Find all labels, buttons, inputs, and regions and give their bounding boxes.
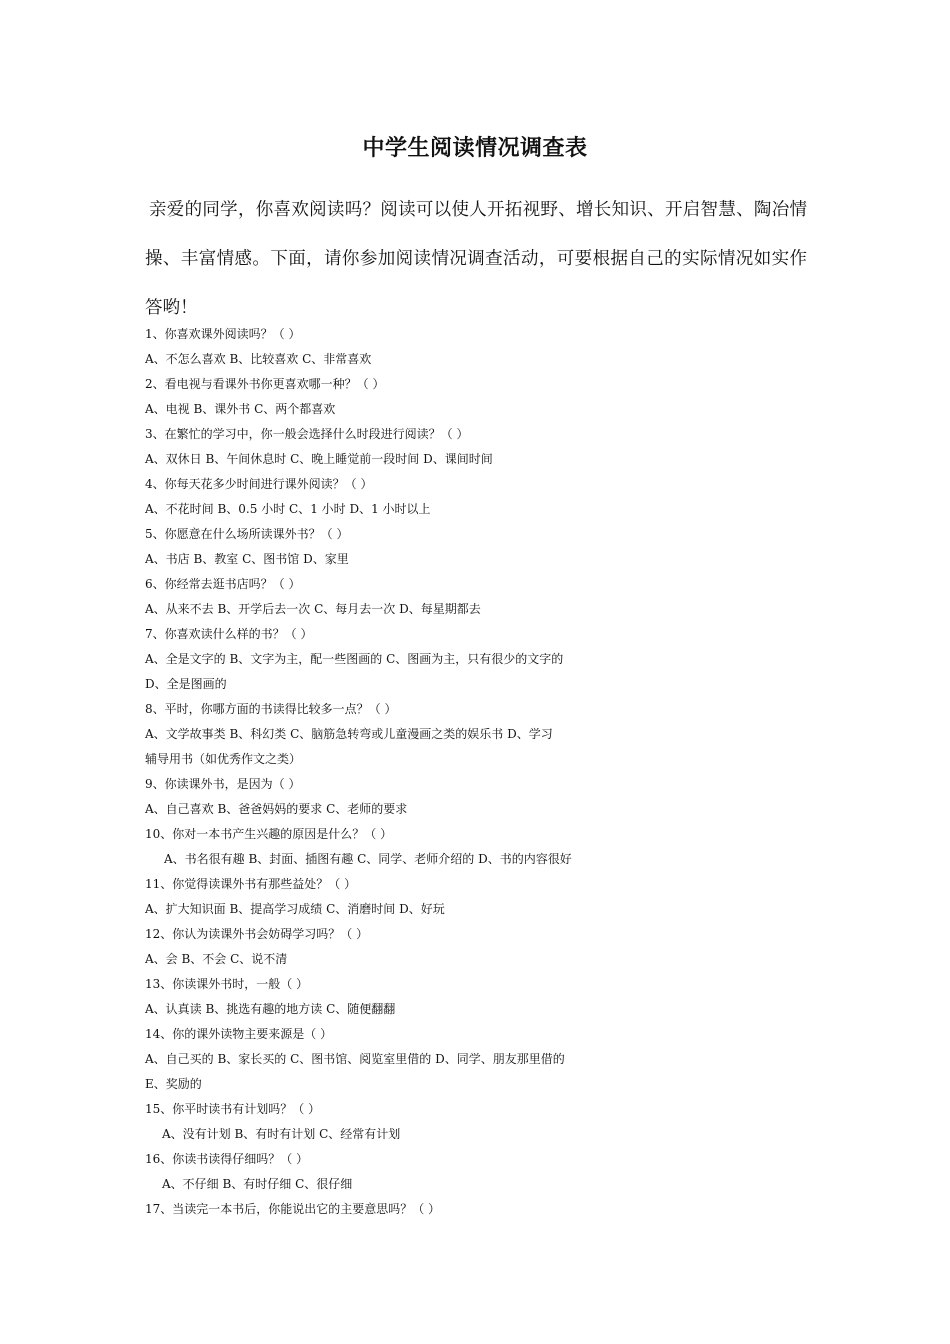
options-11: A、扩大知识面 B、提高学习成绩 C、消磨时间 D、好玩 [145,902,445,916]
question-list [145,322,815,1222]
question-13: 13、你读课外书时，一般（ ） [145,977,309,991]
options-7: A、全是文字的 B、文字为主，配一些图画的 C、图画为主，只有很少的文字的 [145,652,564,666]
question-2: 2、看电视与看课外书你更喜欢哪一种？（ ） [145,377,385,391]
question-6: 6、你经常去逛书店吗？（ ） [145,577,301,591]
options-8-cont: 辅导用书（如优秀作文之类） [145,752,302,766]
document-title: 中学生阅读情况调查表 [362,136,588,161]
options-2: A、电视 B、课外书 C、两个都喜欢 [145,402,336,416]
question-9: 9、你读课外书，是因为（ ） [145,777,301,791]
options-10: A、书名很有趣 B、封面、插图有趣 C、同学、老师介绍的 D、书的内容很好 [164,852,572,866]
options-16: A、不仔细 B、有时仔细 C、很仔细 [162,1177,353,1191]
question-10: 10、你对一本书产生兴趣的原因是什么？（ ） [145,827,393,841]
options-14: A、自己买的 B、家长买的 C、图书馆、阅览室里借的 D、同学、朋友那里借的 [145,1052,565,1066]
question-14: 14、你的课外读物主要来源是（ ） [145,1027,333,1041]
question-17: 17、当读完一本书后，你能说出它的主要意思吗？（ ） [145,1202,441,1216]
options-15: A、没有计划 B、有时有计划 C、经常有计划 [162,1127,401,1141]
options-5: A、书店 B、教室 C、图书馆 D、家里 [145,552,349,566]
question-4: 4、你每天花多少时间进行课外阅读？（ ） [145,477,373,491]
question-1: 1、你喜欢课外阅读吗？（ ） [145,327,301,341]
options-13: A、认真读 B、挑选有趣的地方读 C、随便翻翻 [145,1002,396,1016]
question-8: 8、平时，你哪方面的书读得比较多一点？（ ） [145,702,397,716]
options-12: A、会 B、不会 C、说不清 [145,952,288,966]
question-16: 16、你读书读得仔细吗？（ ） [145,1152,309,1166]
question-5: 5、你愿意在什么场所读课外书？（ ） [145,527,349,541]
question-7: 7、你喜欢读什么样的书？（ ） [145,627,313,641]
question-15: 15、你平时读书有计划吗？（ ） [145,1102,321,1116]
intro-paragraph: 亲爱的同学，你喜欢阅读吗？阅读可以使人开拓视野、增长知识、开启智慧、陶冶情操、丰富情感。下面，请你参加阅读情况调查活动，可要根据自己的实际情况如实作答哟！ [145,200,807,318]
options-14-cont: E、奖励的 [145,1077,202,1091]
question-11: 11、你觉得读课外书有那些益处？（ ） [145,877,357,891]
question-3: 3、在繁忙的学习中，你一般会选择什么时段进行阅读？（ ） [145,427,469,441]
question-12: 12、你认为读课外书会妨碍学习吗？（ ） [145,927,369,941]
options-6: A、从来不去 B、开学后去一次 C、每月去一次 D、每星期都去 [145,602,481,616]
options-8: A、文学故事类 B、科幻类 C、脑筋急转弯或儿童漫画之类的娱乐书 D、学习 [145,727,553,741]
options-4: A、不花时间 B、0.5 小时 C、1 小时 D、1 小时以上 [145,502,431,516]
options-3: A、双休日 B、午间休息时 C、晚上睡觉前一段时间 D、课间时间 [145,452,493,466]
options-9: A、自己喜欢 B、爸爸妈妈的要求 C、老师的要求 [145,802,408,816]
options-1: A、不怎么喜欢 B、比较喜欢 C、非常喜欢 [145,352,372,366]
options-7-cont: D、全是图画的 [145,677,227,691]
